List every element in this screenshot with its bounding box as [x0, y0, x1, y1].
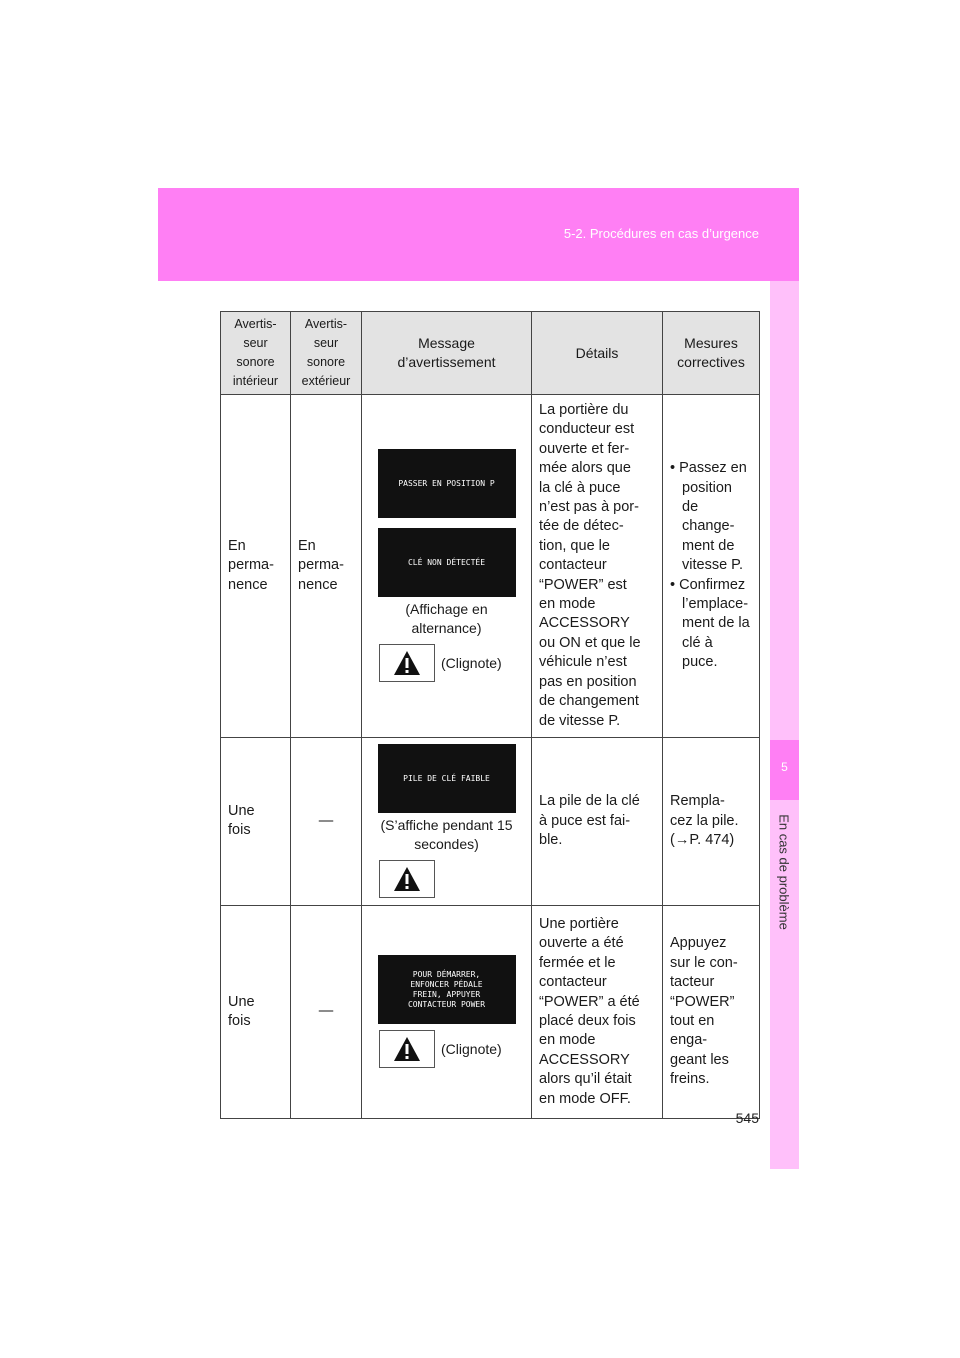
warning-message-cell [362, 395, 532, 738]
table-row [221, 905, 760, 1118]
details-cell: La pile de la clé à puce est fai- ble. [532, 737, 663, 905]
display-caption: (Affichage en alternance) [405, 601, 488, 637]
header-warning-message: Message d’avertissement [362, 312, 532, 395]
warning-indicator [379, 644, 531, 682]
warning-message-cell [362, 737, 532, 905]
action-list [670, 459, 752, 672]
chapter-label: En cas de problème [776, 814, 792, 930]
table-header-row [221, 312, 760, 395]
section-title: 5-2. Procédures en cas d’urgence [563, 226, 759, 241]
header-interior-buzzer: Avertis- seur sonore intérieur [221, 312, 291, 395]
page-number: 545 [735, 1110, 759, 1126]
display-screen: POUR DÉMARRER, ENFONCER PÉDALE FREIN, APPUYER CONTACTEUR POWER [378, 955, 516, 1024]
warning-table [220, 311, 760, 1119]
details-cell: Une portière ouverte a été fermée et le contacteur “POWER” a été placé deux fois en mode ACCESSORY alors qu’il était en mode OFF. [532, 905, 663, 1118]
warning-indicator [379, 1030, 531, 1068]
actions-cell: Rempla- cez la pile. (→P. 474) [663, 737, 760, 905]
header-band [158, 188, 799, 281]
header-details: Détails [532, 312, 663, 395]
interior-buzzer-cell: En perma- nence [221, 395, 291, 738]
side-strip [770, 281, 799, 1169]
exterior-buzzer-cell: — [291, 905, 362, 1118]
interior-buzzer-cell: Une fois [221, 905, 291, 1118]
actions-cell [663, 395, 760, 738]
actions-cell: Appuyez sur le con- tacteur “POWER” tout en enga- geant les freins. [663, 905, 760, 1118]
warning-triangle-icon [379, 644, 435, 682]
display-screen: PASSER EN POSITION P [378, 449, 516, 518]
chapter-number: 5 [781, 760, 788, 774]
warning-triangle-icon [379, 1030, 435, 1068]
display-screen: PILE DE CLÉ FAIBLE [378, 744, 516, 813]
details-cell: La portière du conducteur est ouverte et fer- mée alors que la clé à puce n’est pas à por- tée de détec- tion, que le contacteur “POWER” est en mode ACCESSORY ou ON et que le véhicule n’est pas en position de changement de vitesse P. [532, 395, 663, 738]
action-item: • Confirmez l’emplace- ment de la clé à puce. [670, 576, 750, 671]
interior-buzzer-cell: Une fois [221, 737, 291, 905]
display-caption: (S’affiche pendant 15 secondes) [380, 817, 513, 853]
warning-caption: (Clignote) [441, 654, 502, 671]
display-screen: CLÉ NON DÉTECTÉE [378, 528, 516, 597]
warning-indicator [379, 860, 531, 898]
header-corrective-actions: Mesures correctives [663, 312, 760, 395]
warning-caption: (Clignote) [441, 1040, 502, 1057]
warning-triangle-icon [379, 860, 435, 898]
header-exterior-buzzer: Avertis- seur sonore extérieur [291, 312, 362, 395]
action-item: • Passez en position de change- ment de vitesse P. [670, 460, 747, 574]
exterior-buzzer-cell: En perma- nence [291, 395, 362, 738]
table-row [221, 737, 760, 905]
exterior-buzzer-cell: — [291, 737, 362, 905]
table-row [221, 395, 760, 738]
warning-message-cell [362, 905, 532, 1118]
